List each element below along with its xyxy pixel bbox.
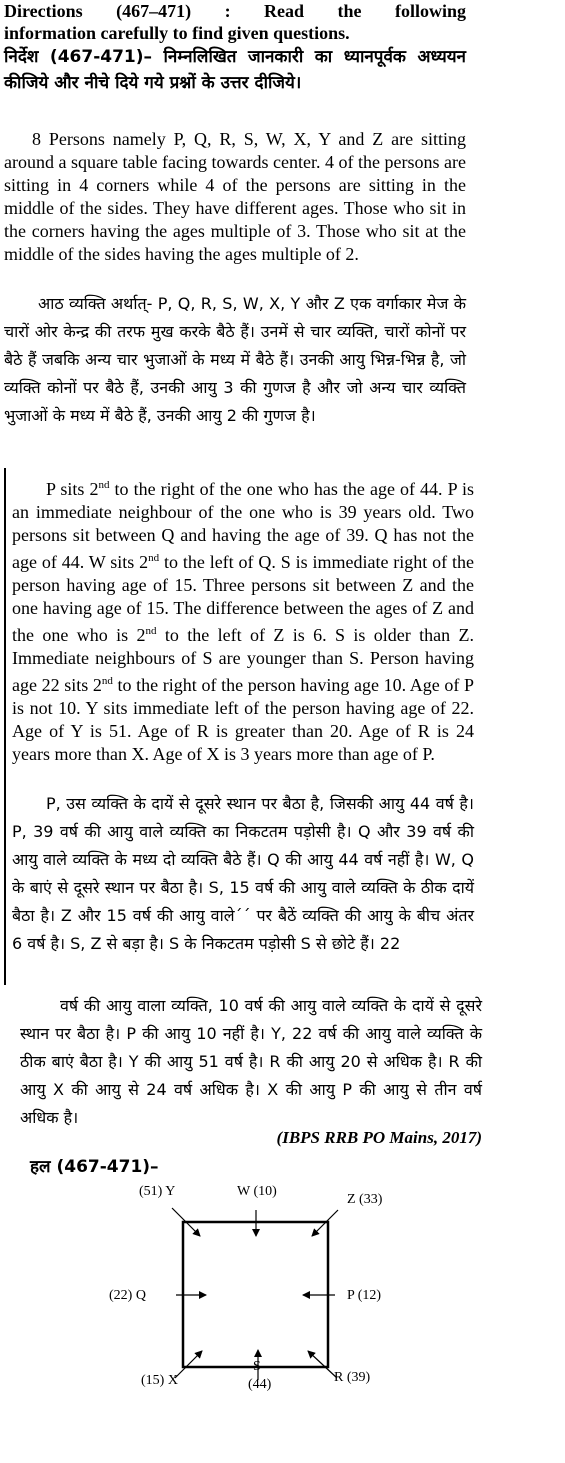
- arrow-bottom-right: [308, 1351, 337, 1378]
- superscript-nd: nd: [98, 479, 110, 491]
- label-top-right: Z (33): [347, 1192, 383, 1207]
- conditions-english: [12, 474, 474, 766]
- conditions-text-c: to the left of Q. S is immediate right of the person having age of 15. Three persons sit between Z and the one having age of 15. The difference between the ages of Z and the one who is 2: [12, 552, 474, 645]
- conditions-text-b: to the right of the one who has the age of 44. P is an immediate neighbour of the one who is 39 years old. Two persons sit between Q and having the age of 39. Q has not the age of 44. W sits 2: [12, 479, 474, 572]
- intro-english: 8 Persons namely P, Q, R, S, W, X, Y and Z are sitting around a square table facing towards center. 4 of the persons are sitting in 4 corners while 4 of the persons are sitting in the middle of the sides. They have different ages. Those who sit in the corners having the ages multiple of 3. Those who sit at the middle of the sides having the ages multiple of 2.: [4, 129, 466, 264]
- label-top-left: (51) Y: [139, 1184, 176, 1199]
- conditions-text-d: to the left of Z is 6. S is older than Z. Immediate neighbours of S are younger than S. Person having age 22 sits 2: [12, 625, 474, 695]
- directions-line-2: information carefully to find given questions.: [4, 23, 350, 43]
- label-top-middle: W (10): [237, 1184, 277, 1199]
- label-bottom-middle-name: S: [253, 1359, 261, 1374]
- label-bottom-middle-age: (44): [248, 1377, 272, 1392]
- left-margin-rule: [4, 468, 6, 985]
- directions-heading: [4, 0, 466, 44]
- directions-line-1: Directions (467–471) : Read the following: [4, 1, 466, 21]
- label-bottom-right: R (39): [334, 1370, 371, 1385]
- superscript-nd: nd: [101, 675, 113, 687]
- superscript-nd: nd: [145, 625, 157, 637]
- arrow-bottom-left: [175, 1351, 202, 1378]
- label-right-middle: P (12): [347, 1288, 382, 1303]
- label-left-middle: (22) Q: [109, 1288, 146, 1303]
- conditions-text-e: to the right of the person having age 10. Age of P is not 10. Y sits immediate left of the person having age of 22. Age of Y is 51. Age of R is greater than 20. Age of R is 24 years more than X. Age of X is 3 years more than age of P.: [12, 675, 474, 764]
- intro-hindi: आठ व्यक्ति अर्थात्- P, Q, R, S, W, X, Y और Z एक वर्गाकार मेज के चारों ओर केन्द्र की तरफ मुख करके बैठे हैं। उनमें से चार व्यक्ति, चारों कोनों पर बैठे हैं जबकि अन्य चार भुजाओं के मध्य में बैठे हैं। उनकी आयु भिन्न-भिन्न है, जो व्यक्ति कोनों पर बैठे हैं, उनकी आयु 3 की गुणज है और जो अन्य चार व्यक्ति भुजाओं के मध्य में बैठे हैं, उनकी आयु 2 की गुणज है।: [4, 294, 466, 425]
- solution-heading: हल (467-471)–: [30, 1157, 159, 1177]
- superscript-nd: nd: [148, 552, 160, 564]
- conditions-text-a: P sits 2: [46, 479, 99, 499]
- conditions-hindi-2: वर्ष की आयु वाला व्यक्ति, 10 वर्ष की आयु वाले व्यक्ति के दायें से दूसरे स्थान पर बैठा है। P की आयु 10 नहीं है। Y, 22 वर्ष की आयु वाले व्यक्ति के ठीक बाएं बैठा है। Y की आयु 51 वर्ष है। R की आयु 20 से अधिक है। R की आयु X की आयु से 24 वर्ष अधिक है। X की आयु P की आयु से तीन वर्ष अधिक है।: [20, 996, 482, 1127]
- label-bottom-left: (15) X: [141, 1373, 178, 1388]
- conditions-hindi-1: P, उस व्यक्ति के दायें से दूसरे स्थान पर बैठा है, जिसकी आयु 44 वर्ष है। P, 39 वर्ष की आयु वाले व्यक्ति का निकटतम पड़ोसी है। Q और 39 वर्ष की आयु वाले व्यक्ति के मध्य दो व्यक्ति बैठे हैं। Q की आयु 44 वर्ष नहीं है। W, Q के बाएं से दूसरे स्थान पर बैठा है। S, 15 वर्ष की आयु वाले व्यक्ति के ठीक दायें बैठा है। Z और 15 वर्ष की आयु वाले´´ पर बैठें व्यक्ति की आयु के बीच अंतर 6 वर्ष है। S, Z से बड़ा है। S के निकटतम पड़ोसी S से छोटे हैं। 22: [12, 794, 474, 953]
- seating-diagram: [0, 1170, 565, 1405]
- source-citation: (IBPS RRB PO Mains, 2017): [276, 1128, 482, 1147]
- directions-hindi: निर्देश (467-471)– निम्नलिखित जानकारी का ध्यानपूर्वक अध्ययन कीजिये और नीचे दिये गये प्रश्नों के उत्तर दीजिये।: [4, 47, 466, 93]
